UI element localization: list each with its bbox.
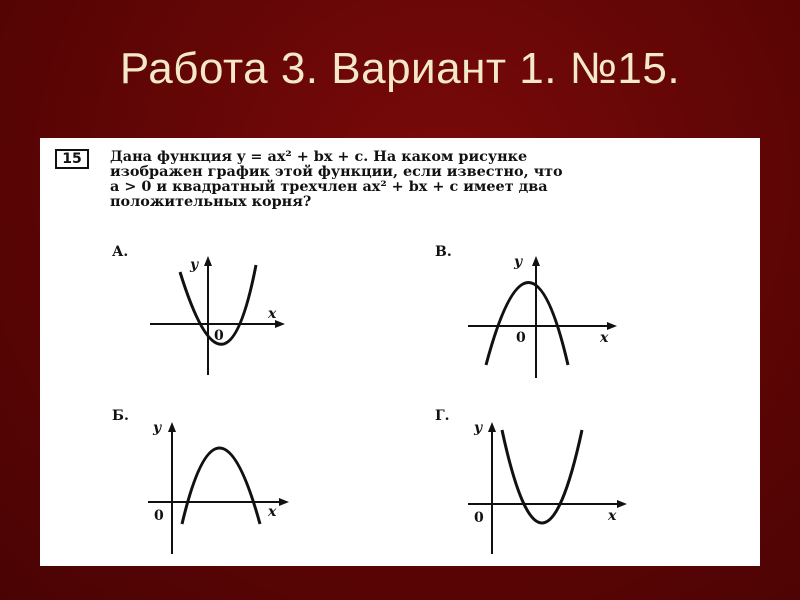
slide-title: Работа 3. Вариант 1. №15. [119,44,681,93]
parabola [502,430,582,523]
y-axis-label: y [190,257,199,273]
option-v-graph [468,250,628,380]
parabola [486,283,568,366]
problem-line: a > 0 и квадратный трехчлен ax² + bx + c имеет два [110,178,548,195]
parabola [182,448,260,524]
option-b-graph [148,416,298,556]
x-axis-label: x [268,504,277,520]
origin-label: 0 [214,328,224,344]
x-axis-arrow [279,498,289,506]
x-axis-label: x [268,306,277,322]
x-axis-arrow [607,322,617,330]
option-a-graph [150,250,290,380]
y-axis-arrow [532,256,540,266]
y-axis-arrow [204,256,212,266]
problem-line: изображен график этой функции, если известно, что [110,163,563,180]
y-axis-arrow [168,422,176,432]
y-axis-label: y [153,420,162,436]
option-a-label: А. [112,244,129,260]
x-axis-arrow [275,320,285,328]
x-axis-label: x [608,508,617,524]
x-axis-label: x [600,330,609,346]
problem-statement [110,149,750,209]
problem-card [40,138,760,566]
y-axis-arrow [488,422,496,432]
x-axis-arrow [617,500,627,508]
origin-label: 0 [474,510,484,526]
option-v-label: В. [435,244,452,260]
problem-line: Дана функция y = ax² + bx + c. На каком рисунке [110,148,528,165]
y-axis-label: y [514,254,523,270]
option-b-label: Б. [112,408,129,424]
problem-number: 15 [55,149,89,169]
origin-label: 0 [516,330,526,346]
origin-label: 0 [154,508,164,524]
y-axis-label: y [474,420,483,436]
problem-line: положительных корня? [110,193,312,210]
option-g-graph [468,416,638,556]
option-g-label: Г. [435,408,450,424]
